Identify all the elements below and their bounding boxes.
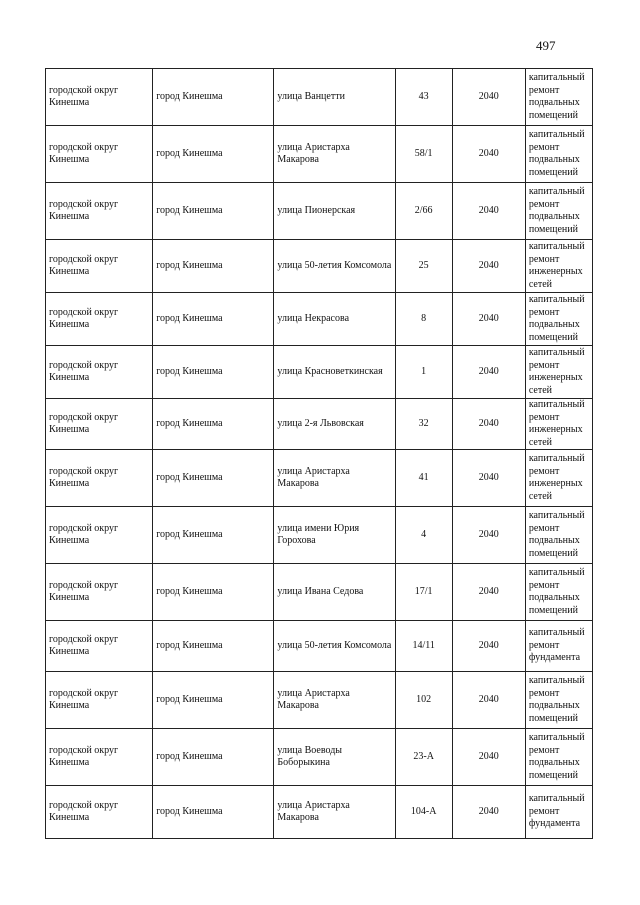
- cell-house-number: [395, 126, 452, 183]
- cell-house-number-text: 8: [421, 312, 427, 324]
- cell-street-text: улица Аристарха Макарова: [277, 799, 350, 823]
- cell-year: [452, 183, 525, 240]
- cell-street: [274, 507, 395, 564]
- table-row: [46, 293, 593, 346]
- cell-house-number: [395, 346, 452, 399]
- cell-work-type: [525, 126, 592, 183]
- cell-work-type-text: капитальный ремонт подвальных помещений: [528, 567, 585, 616]
- cell-house-number: [395, 507, 452, 564]
- cell-settlement: [153, 183, 274, 240]
- cell-house-number-text: 23-А: [413, 750, 434, 762]
- cell-street: [274, 621, 395, 672]
- cell-year-text: 2040: [478, 471, 499, 483]
- cell-district: [46, 240, 153, 293]
- cell-settlement-text: город Кинешма: [156, 528, 223, 540]
- cell-house-number-text: 14/11: [412, 639, 435, 651]
- table-row: [46, 564, 593, 621]
- cell-house-number-text: 43: [418, 90, 429, 102]
- cell-work-type: [525, 69, 592, 126]
- cell-house-number: [395, 293, 452, 346]
- cell-year-text: 2040: [478, 147, 499, 159]
- cell-street: [274, 786, 395, 839]
- cell-year: [452, 621, 525, 672]
- cell-street-text: улица Ванцетти: [277, 90, 345, 102]
- cell-street-text: улица имени Юрия Горохова: [277, 522, 360, 546]
- repair-schedule-table: [45, 68, 593, 839]
- cell-settlement: [153, 729, 274, 786]
- cell-work-type: [525, 507, 592, 564]
- cell-year-text: 2040: [478, 259, 499, 271]
- cell-year: [452, 293, 525, 346]
- cell-house-number: [395, 399, 452, 450]
- cell-district: [46, 399, 153, 450]
- cell-work-type-text: капитальный ремонт инженерных сетей: [528, 347, 585, 396]
- cell-district-text: городской округ Кинешма: [49, 359, 119, 383]
- cell-district-text: городской округ Кинешма: [49, 465, 119, 489]
- cell-settlement: [153, 399, 274, 450]
- cell-district-text: городской округ Кинешма: [49, 198, 119, 222]
- cell-year-text: 2040: [478, 417, 499, 429]
- cell-year: [452, 69, 525, 126]
- cell-street-text: улица Некрасова: [277, 312, 350, 324]
- cell-settlement: [153, 240, 274, 293]
- cell-year: [452, 450, 525, 507]
- cell-street-text: улица Пионерская: [277, 204, 356, 216]
- cell-work-type: [525, 346, 592, 399]
- cell-district-text: городской округ Кинешма: [49, 306, 119, 330]
- cell-settlement: [153, 293, 274, 346]
- cell-street: [274, 672, 395, 729]
- cell-district-text: городской округ Кинешма: [49, 411, 119, 435]
- cell-district: [46, 564, 153, 621]
- cell-district-text: городской округ Кинешма: [49, 141, 119, 165]
- cell-work-type: [525, 672, 592, 729]
- cell-street-text: улица 50-летия Комсомола: [277, 259, 392, 271]
- cell-district: [46, 621, 153, 672]
- cell-district: [46, 672, 153, 729]
- cell-work-type-text: капитальный ремонт инженерных сетей: [528, 241, 585, 290]
- cell-work-type-text: капитальный ремонт подвальных помещений: [528, 510, 585, 559]
- cell-street: [274, 240, 395, 293]
- table-row: [46, 786, 593, 839]
- cell-year-text: 2040: [478, 365, 499, 377]
- table-row: [46, 69, 593, 126]
- cell-work-type-text: капитальный ремонт фундамента: [528, 627, 585, 664]
- cell-district-text: городской округ Кинешма: [49, 579, 119, 603]
- cell-settlement-text: город Кинешма: [156, 90, 223, 102]
- cell-settlement-text: город Кинешма: [156, 204, 223, 216]
- cell-street-text: улица 50-летия Комсомола: [277, 639, 392, 651]
- cell-work-type-text: капитальный ремонт подвальных помещений: [528, 186, 585, 235]
- cell-work-type-text: капитальный ремонт подвальных помещений: [528, 72, 585, 121]
- cell-year: [452, 672, 525, 729]
- cell-settlement-text: город Кинешма: [156, 750, 223, 762]
- cell-district-text: городской округ Кинешма: [49, 687, 119, 711]
- cell-work-type: [525, 729, 592, 786]
- cell-street: [274, 564, 395, 621]
- cell-year: [452, 729, 525, 786]
- cell-settlement: [153, 450, 274, 507]
- cell-street-text: улица Аристарха Макарова: [277, 141, 350, 165]
- table-row: [46, 399, 593, 450]
- cell-district: [46, 69, 153, 126]
- cell-year: [452, 240, 525, 293]
- cell-year: [452, 346, 525, 399]
- cell-year: [452, 399, 525, 450]
- cell-house-number: [395, 672, 452, 729]
- cell-street: [274, 729, 395, 786]
- cell-work-type: [525, 450, 592, 507]
- cell-street-text: улица Аристарха Макарова: [277, 465, 350, 489]
- cell-district: [46, 183, 153, 240]
- cell-work-type-text: капитальный ремонт подвальных помещений: [528, 294, 585, 343]
- cell-district: [46, 729, 153, 786]
- cell-work-type: [525, 399, 592, 450]
- table-row: [46, 346, 593, 399]
- cell-house-number: [395, 786, 452, 839]
- cell-street-text: улица 2-я Львовская: [277, 417, 364, 429]
- cell-street-text: улица Ивана Седова: [277, 585, 364, 597]
- cell-year: [452, 126, 525, 183]
- cell-district-text: городской округ Кинешма: [49, 253, 119, 277]
- cell-year-text: 2040: [478, 639, 499, 651]
- table-row: [46, 126, 593, 183]
- cell-house-number: [395, 240, 452, 293]
- table-row: [46, 183, 593, 240]
- cell-district-text: городской округ Кинешма: [49, 84, 119, 108]
- cell-house-number: [395, 183, 452, 240]
- cell-settlement: [153, 672, 274, 729]
- cell-street: [274, 399, 395, 450]
- cell-district: [46, 450, 153, 507]
- cell-settlement-text: город Кинешма: [156, 639, 223, 651]
- cell-street: [274, 126, 395, 183]
- cell-work-type-text: капитальный ремонт инженерных сетей: [528, 453, 585, 502]
- cell-settlement-text: город Кинешма: [156, 805, 223, 817]
- cell-work-type-text: капитальный ремонт подвальных помещений: [528, 675, 585, 724]
- cell-district-text: городской округ Кинешма: [49, 744, 119, 768]
- cell-house-number-text: 32: [418, 417, 429, 429]
- cell-year-text: 2040: [478, 585, 499, 597]
- cell-work-type-text: капитальный ремонт подвальных помещений: [528, 129, 585, 178]
- cell-house-number-text: 104-А: [410, 805, 437, 817]
- table-row: [46, 621, 593, 672]
- cell-year: [452, 507, 525, 564]
- table-row: [46, 672, 593, 729]
- cell-street: [274, 69, 395, 126]
- cell-house-number: [395, 564, 452, 621]
- cell-year-text: 2040: [478, 312, 499, 324]
- cell-street: [274, 346, 395, 399]
- cell-district: [46, 786, 153, 839]
- cell-district-text: городской округ Кинешма: [49, 799, 119, 823]
- table-row: [46, 729, 593, 786]
- cell-house-number-text: 4: [421, 528, 427, 540]
- cell-settlement-text: город Кинешма: [156, 471, 223, 483]
- cell-year: [452, 564, 525, 621]
- cell-settlement-text: город Кинешма: [156, 312, 223, 324]
- cell-street: [274, 450, 395, 507]
- cell-work-type: [525, 183, 592, 240]
- cell-settlement-text: город Кинешма: [156, 417, 223, 429]
- cell-district-text: городской округ Кинешма: [49, 633, 119, 657]
- cell-house-number-text: 25: [418, 259, 429, 271]
- cell-work-type: [525, 293, 592, 346]
- cell-house-number: [395, 621, 452, 672]
- cell-street: [274, 183, 395, 240]
- cell-house-number: [395, 69, 452, 126]
- cell-street: [274, 293, 395, 346]
- page-number: 497: [536, 38, 556, 53]
- cell-year-text: 2040: [478, 528, 499, 540]
- cell-district: [46, 293, 153, 346]
- cell-work-type: [525, 564, 592, 621]
- cell-settlement: [153, 69, 274, 126]
- cell-settlement-text: город Кинешма: [156, 259, 223, 271]
- cell-district-text: городской округ Кинешма: [49, 522, 119, 546]
- cell-street-text: улица Воеводы Боборыкина: [277, 744, 343, 768]
- cell-year-text: 2040: [478, 693, 499, 705]
- cell-district: [46, 507, 153, 564]
- cell-year-text: 2040: [478, 204, 499, 216]
- cell-work-type: [525, 621, 592, 672]
- cell-settlement: [153, 507, 274, 564]
- cell-street-text: улица Аристарха Макарова: [277, 687, 350, 711]
- cell-settlement: [153, 621, 274, 672]
- table-row: [46, 507, 593, 564]
- cell-house-number-text: 17/1: [414, 585, 433, 597]
- cell-settlement-text: город Кинешма: [156, 585, 223, 597]
- cell-settlement: [153, 346, 274, 399]
- cell-district: [46, 346, 153, 399]
- cell-year-text: 2040: [478, 90, 499, 102]
- cell-district: [46, 126, 153, 183]
- cell-year-text: 2040: [478, 805, 499, 817]
- table-row: [46, 450, 593, 507]
- cell-work-type: [525, 240, 592, 293]
- cell-settlement: [153, 786, 274, 839]
- cell-house-number-text: 1: [421, 365, 427, 377]
- cell-house-number-text: 41: [418, 471, 429, 483]
- cell-house-number: [395, 450, 452, 507]
- cell-settlement-text: город Кинешма: [156, 365, 223, 377]
- table-row: [46, 240, 593, 293]
- cell-settlement: [153, 564, 274, 621]
- cell-year-text: 2040: [478, 750, 499, 762]
- cell-settlement-text: город Кинешма: [156, 147, 223, 159]
- cell-house-number-text: 58/1: [414, 147, 433, 159]
- cell-street-text: улица Красноветкинская: [277, 365, 383, 377]
- cell-settlement: [153, 126, 274, 183]
- table-body: [46, 69, 593, 839]
- cell-house-number-text: 102: [416, 693, 432, 705]
- cell-work-type: [525, 786, 592, 839]
- cell-house-number: [395, 729, 452, 786]
- cell-work-type-text: капитальный ремонт подвальных помещений: [528, 732, 585, 781]
- cell-year: [452, 786, 525, 839]
- cell-work-type-text: капитальный ремонт фундамента: [528, 793, 585, 830]
- cell-settlement-text: город Кинешма: [156, 693, 223, 705]
- cell-work-type-text: капитальный ремонт инженерных сетей: [528, 399, 585, 448]
- cell-house-number-text: 2/66: [414, 204, 433, 216]
